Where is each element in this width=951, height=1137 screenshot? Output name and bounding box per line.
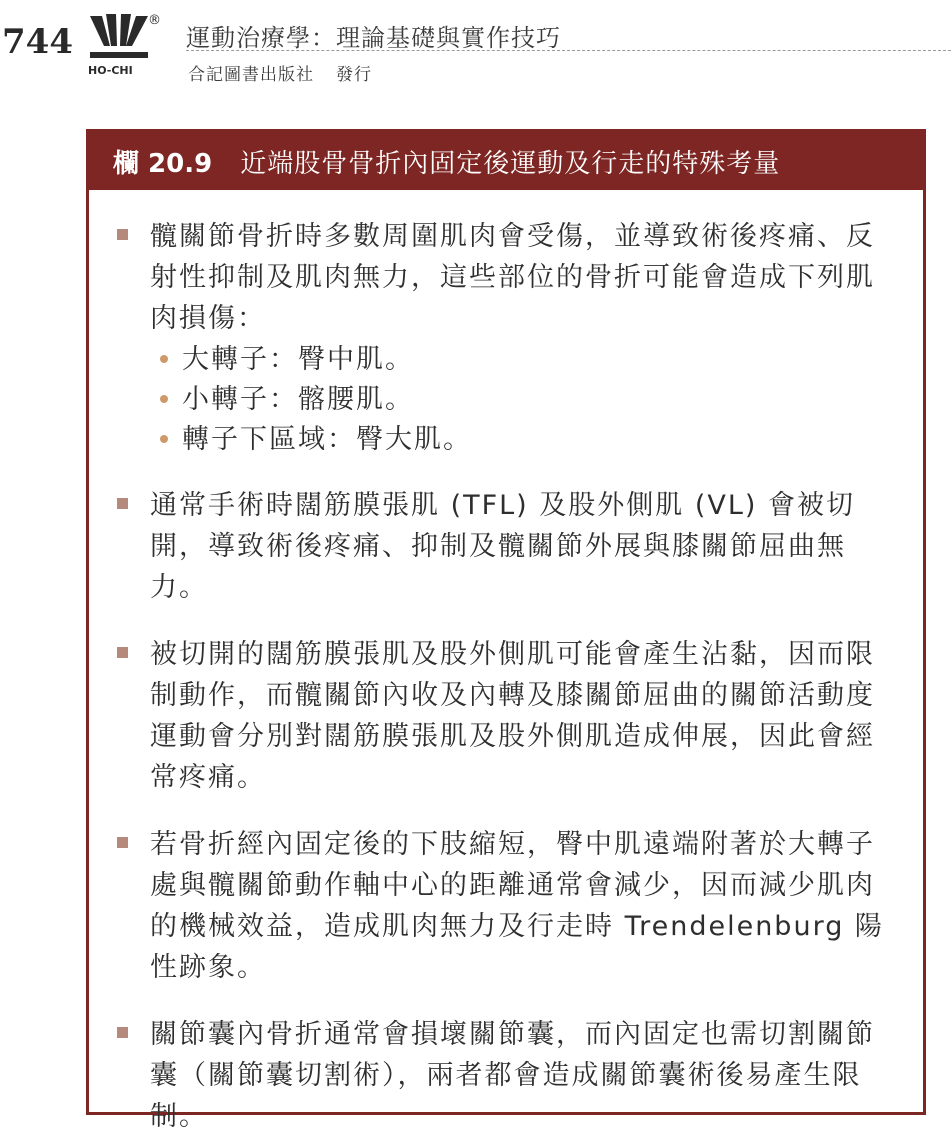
list-item-text: 通常手術時闊筋膜張肌 (TFL) 及股外側肌 (VL) 會被切開，導致術後疼痛、抑制及髖關節外展與膝關節屈曲無力。 [150, 490, 856, 603]
publisher-name: 合記圖書出版社 [188, 65, 314, 85]
list-item [117, 824, 905, 988]
list-item-text: 若骨折經內固定後的下肢縮短，臀中肌遠端附著於大轉子處與髖關節動作軸中心的距離通常會減少，因而減少肌肉的機械效益，造成肌肉無力及行走時 Trendelenburg 陽性跡象。 [150, 829, 884, 983]
header-divider [186, 50, 951, 51]
sub-list [150, 339, 890, 459]
book-title: 運動治療學：理論基礎與實作技巧 [186, 24, 561, 52]
box-label: 欄 20.9 [113, 148, 213, 179]
square-bullet-icon [117, 837, 128, 848]
sub-list-item-text: 大轉子：臀中肌。 [182, 343, 414, 375]
list-item-text: 關節囊內骨折通常會損壞關節囊，而內固定也需切割關節囊（關節囊切割術），兩者都會造成關節囊術後易產生限制。 [150, 1019, 875, 1132]
box-header [89, 132, 923, 190]
publisher-logo [86, 12, 161, 78]
sub-list-item [150, 419, 890, 459]
sub-list-item-text: 轉子下區域：臀大肌。 [182, 423, 472, 455]
dot-bullet-icon [160, 355, 168, 363]
square-bullet-icon [117, 1027, 128, 1038]
sidebar-box [86, 129, 926, 1132]
sub-list-item-text: 小轉子：髂腰肌。 [182, 383, 414, 415]
square-bullet-icon [117, 647, 128, 658]
svg-text:®: ® [148, 13, 161, 28]
square-bullet-icon [117, 229, 128, 240]
dot-bullet-icon [160, 395, 168, 403]
sub-list-item [150, 379, 890, 419]
list-item [117, 216, 905, 459]
publish-label: 發行 [336, 65, 372, 85]
list-item [117, 485, 905, 608]
svg-text:HO-CHI: HO-CHI [88, 64, 133, 77]
page-number: 744 [2, 22, 73, 62]
sub-list-item [150, 339, 890, 379]
list-item-text: 被切開的闊筋膜張肌及股外側肌可能會產生沾黏，因而限制動作，而髖關節內收及內轉及膝關節屈曲的關節活動度運動會分別對闊筋膜張肌及股外側肌造成伸展，因此會經常疼痛。 [150, 639, 875, 793]
dot-bullet-icon [160, 435, 168, 443]
box-body [89, 190, 923, 1137]
list-item [117, 1014, 905, 1137]
box-title: 近端股骨骨折內固定後運動及行走的特殊考量 [240, 148, 781, 179]
list-item-text: 髖關節骨折時多數周圍肌肉會受傷，並導致術後疼痛、反射性抑制及肌肉無力，這些部位的骨折可能會造成下列肌肉損傷： [150, 221, 875, 334]
publisher-line [188, 60, 394, 85]
list-item [117, 634, 905, 798]
square-bullet-icon [117, 498, 128, 509]
